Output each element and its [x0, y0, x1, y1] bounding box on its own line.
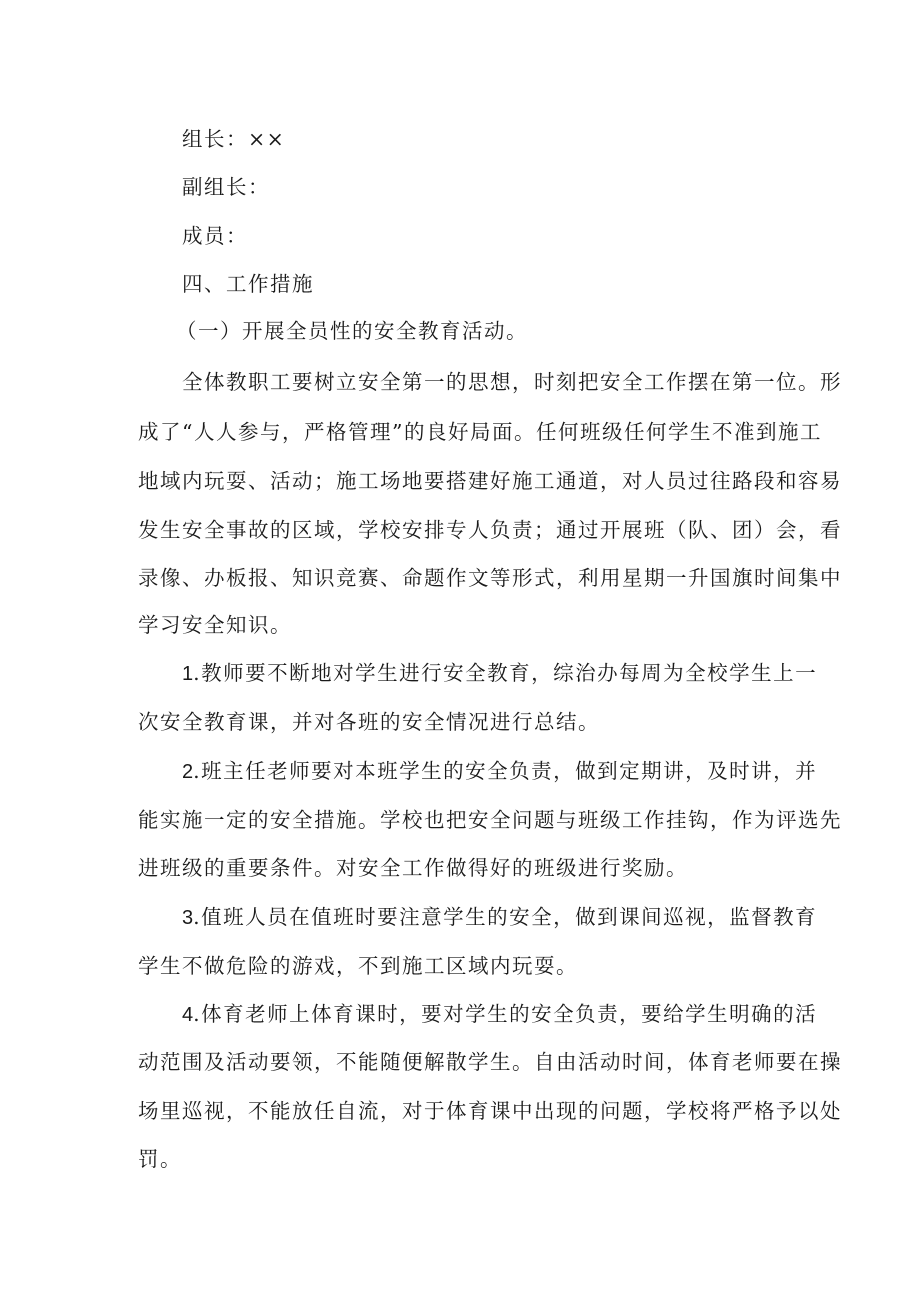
list-number: 1 [182, 663, 194, 685]
list-number: 3 [182, 907, 194, 929]
paragraph-line: 场里巡视，不能放任自流，对于体育课中出现的问题，学校将严格予以处 [138, 1099, 842, 1123]
deputy-leader-line: 副组长： [182, 175, 270, 199]
paragraph-line: 动范围及活动要领，不能随便解散学生。自由活动时间，体育老师要在操 [138, 1050, 842, 1074]
subsection-heading: （一）开展全员性的安全教育活动。 [176, 319, 528, 343]
paragraph-line: 学生不做危险的游戏，不到施工区域内玩耍。 [138, 954, 578, 978]
paragraph-line: 进班级的重要条件。对安全工作做得好的班级进行奖励。 [138, 856, 688, 880]
paragraph-line: 发生安全事故的区域，学校安排专人负责；通过开展班（队、团）会，看 [138, 518, 842, 542]
paragraph-line: 次安全教育课，并对各班的安全情况进行总结。 [138, 710, 600, 734]
paragraph-line: 罚。 [138, 1147, 182, 1171]
list-item-2 [182, 756, 817, 787]
list-text: .体育老师上体育课时，要对学生的安全负责，要给学生明确的活 [193, 1002, 818, 1026]
members-line: 成员： [182, 224, 248, 248]
list-number: 4 [182, 1004, 194, 1026]
list-text: .值班人员在值班时要注意学生的安全，做到课间巡视，监督教育 [193, 905, 818, 929]
paragraph-line: 地域内玩耍、活动；施工场地要搭建好施工通道，对人员过往路段和容易 [138, 469, 842, 493]
list-text: .教师要不断地对学生进行安全教育，综治办每周为全校学生上一 [193, 661, 818, 685]
team-leader-line: 组长：×× [182, 127, 286, 151]
paragraph-line: 学习安全知识。 [138, 613, 292, 637]
section-heading: 四、工作措施 [182, 272, 314, 296]
list-item-3 [182, 902, 817, 933]
paragraph-line: 录像、办板报、知识竞赛、命题作文等形式，利用星期一升国旗时间集中 [138, 566, 842, 590]
list-text: .班主任老师要对本班学生的安全负责，做到定期讲，及时讲，并 [193, 759, 818, 783]
list-number: 2 [182, 761, 194, 783]
list-item-4 [182, 999, 817, 1030]
list-item-1 [182, 658, 817, 689]
paragraph-line: 全体教职工要树立安全第一的思想，时刻把安全工作摆在第一位。形 [182, 370, 842, 394]
paragraph-line: 能实施一定的安全措施。学校也把安全问题与班级工作挂钩，作为评选先 [138, 808, 842, 832]
paragraph-line: 成了“人人参与，严格管理”的良好局面。任何班级任何学生不准到施工 [138, 420, 822, 444]
